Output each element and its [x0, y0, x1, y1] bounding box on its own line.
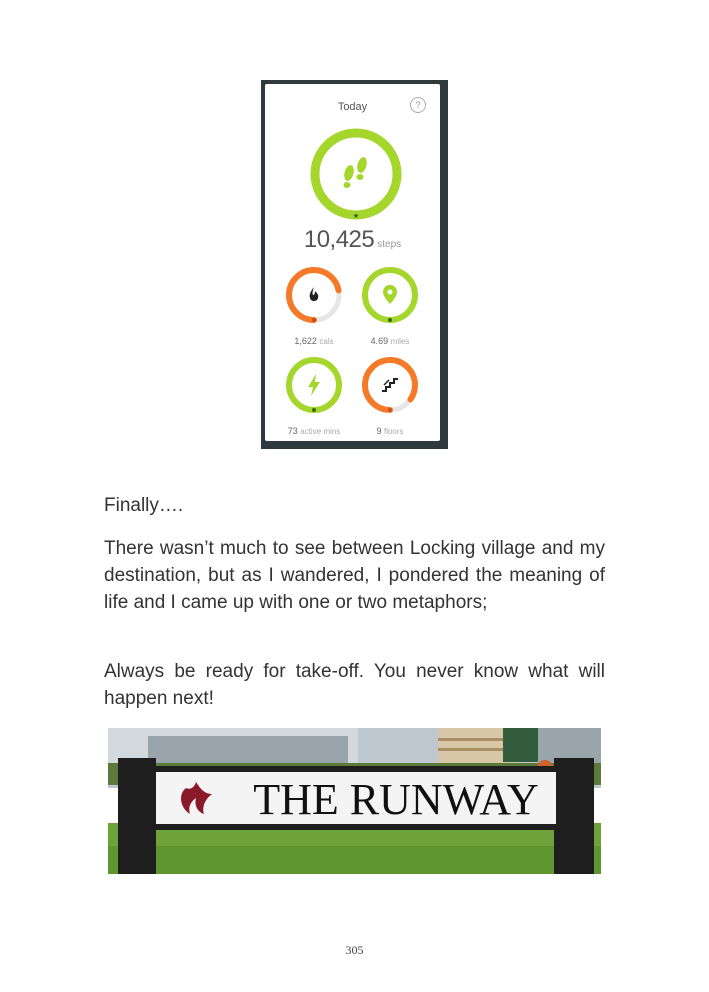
header-title: Today [337, 101, 368, 113]
runway-sign-illustration [108, 728, 601, 874]
steps-summary [265, 226, 440, 254]
distance-label [350, 336, 430, 346]
sign-text: THE RUNWAY [253, 775, 539, 824]
calories-ring[interactable] [284, 265, 344, 325]
svg-text:★: ★ [352, 213, 360, 220]
calories-value: 1,622 [294, 336, 317, 346]
stairs-icon [382, 379, 398, 391]
active-minutes-unit: active mins [300, 427, 341, 436]
footprints-icon [343, 156, 369, 188]
distance-ring[interactable] [360, 265, 420, 325]
flame-icon [310, 287, 319, 301]
distance-value: 4.69 [370, 336, 389, 346]
paragraph-metaphors: There wasn’t much to see between Locking village and my destination, but as I wandered, I pondered the meaning of life and I came up with one or two metaphors; [104, 538, 605, 613]
lightning-icon [308, 374, 320, 396]
fitness-app-screenshot [261, 80, 448, 449]
steps-ring[interactable] [309, 127, 403, 221]
calories-unit: cals [319, 337, 334, 346]
calories-label [274, 336, 354, 346]
active-minutes-value: 73 [287, 426, 298, 436]
steps-unit: steps [377, 239, 402, 250]
floors-value: 9 [376, 426, 382, 436]
floors-label [350, 426, 430, 436]
location-pin-icon [383, 285, 397, 304]
paragraph-take-off: Always be ready for take-off. You never know what will happen next! [104, 661, 605, 709]
floors-unit: floors [383, 427, 404, 436]
floors-ring[interactable] [360, 355, 420, 415]
runway-sign-photo [108, 728, 601, 874]
distance-unit: miles [390, 337, 410, 346]
page-number: 305 [345, 943, 364, 957]
help-icon[interactable]: ? [410, 97, 426, 113]
active-minutes-label [274, 426, 354, 436]
steps-value: 10,425 [303, 226, 375, 253]
app-screen [265, 84, 440, 441]
paragraph-finally: Finally…. [104, 495, 184, 516]
active-minutes-ring[interactable] [284, 355, 344, 415]
